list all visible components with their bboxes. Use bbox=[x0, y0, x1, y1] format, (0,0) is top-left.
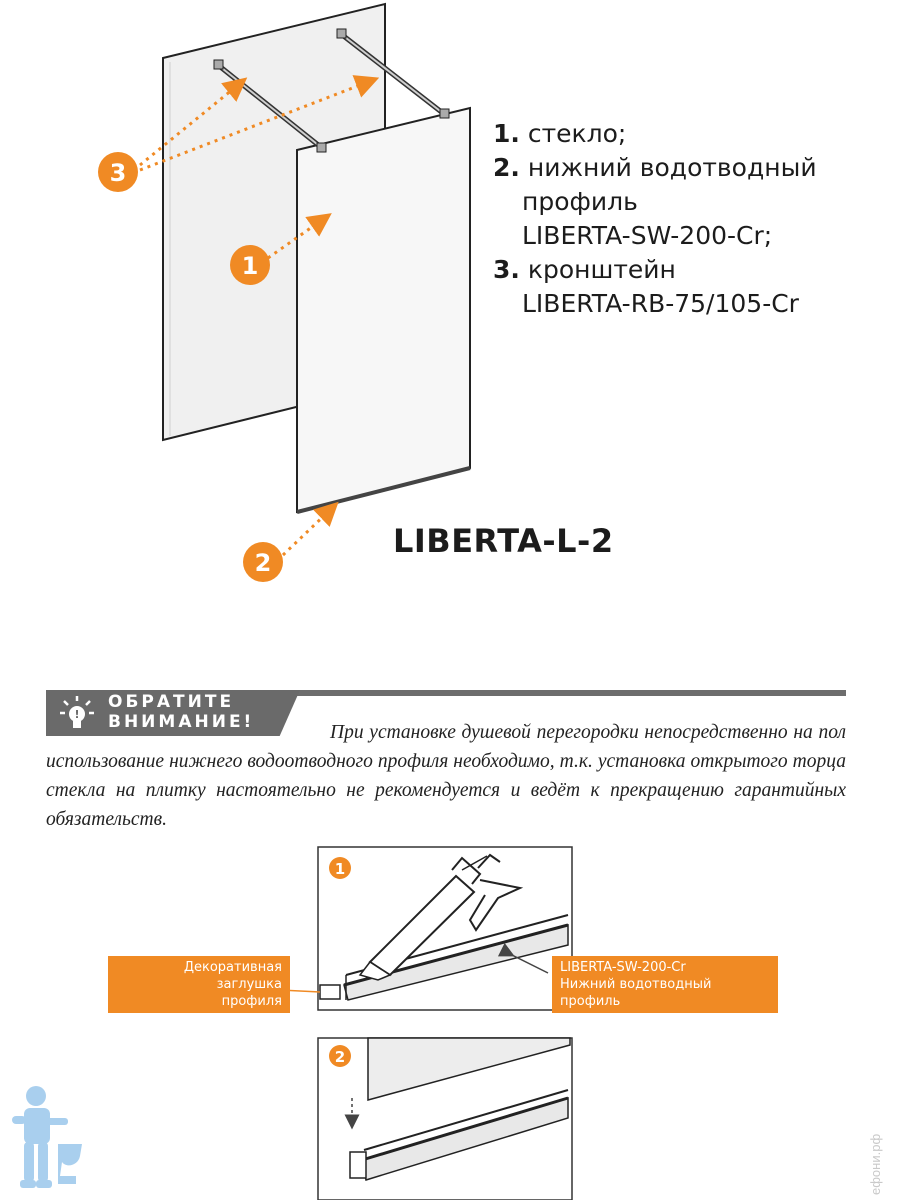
legend-item-3: 3. кронштейн bbox=[493, 255, 676, 284]
callout-end-cap: Декоративная заглушка профиля bbox=[108, 956, 290, 1013]
legend-item-2-model: LIBERTA-SW-200-Cr; bbox=[522, 221, 773, 250]
glass-panel bbox=[297, 108, 470, 512]
step-2-panel bbox=[318, 1038, 572, 1200]
svg-text:2: 2 bbox=[334, 1048, 346, 1066]
legend-item-2: 2. нижний водотводный bbox=[493, 153, 817, 182]
svg-text:1: 1 bbox=[241, 252, 259, 280]
svg-text:1: 1 bbox=[334, 860, 346, 878]
attention-bar bbox=[296, 690, 846, 696]
marker-3 bbox=[98, 152, 138, 192]
model-title: LIBERTA-L-2 bbox=[393, 522, 614, 560]
attention-title: ОБРАТИТЕ ВНИМАНИЕ! bbox=[108, 692, 255, 732]
svg-text:2: 2 bbox=[254, 549, 272, 577]
marker-1 bbox=[230, 245, 270, 285]
attention-text: При установке душевой перегородки непосредственно на пол использование нижнего водоотводного профиля необходимо, т.к. установка открытого торца стекла на плитку настоятельно не рекомендуется и ведёт к прекращению гарантийных обязательств. bbox=[46, 722, 846, 830]
step-1-panel bbox=[280, 847, 572, 1010]
installation-steps bbox=[0, 840, 900, 1200]
plumber-mascot-logo bbox=[6, 1084, 86, 1196]
legend-item-2-cont: профиль bbox=[522, 187, 638, 216]
marker-2 bbox=[243, 542, 283, 582]
legend-item-1: 1. стекло; bbox=[493, 119, 627, 148]
legend-item-3-model: LIBERTA-RB-75/105-Cr bbox=[522, 289, 799, 318]
site-watermark: ефони.рф bbox=[868, 1133, 883, 1195]
callout-profile: LIBERTA-SW-200-Cr Нижний водотводный профиль bbox=[552, 956, 778, 1013]
svg-text:!: ! bbox=[74, 708, 80, 721]
svg-text:3: 3 bbox=[109, 159, 127, 187]
